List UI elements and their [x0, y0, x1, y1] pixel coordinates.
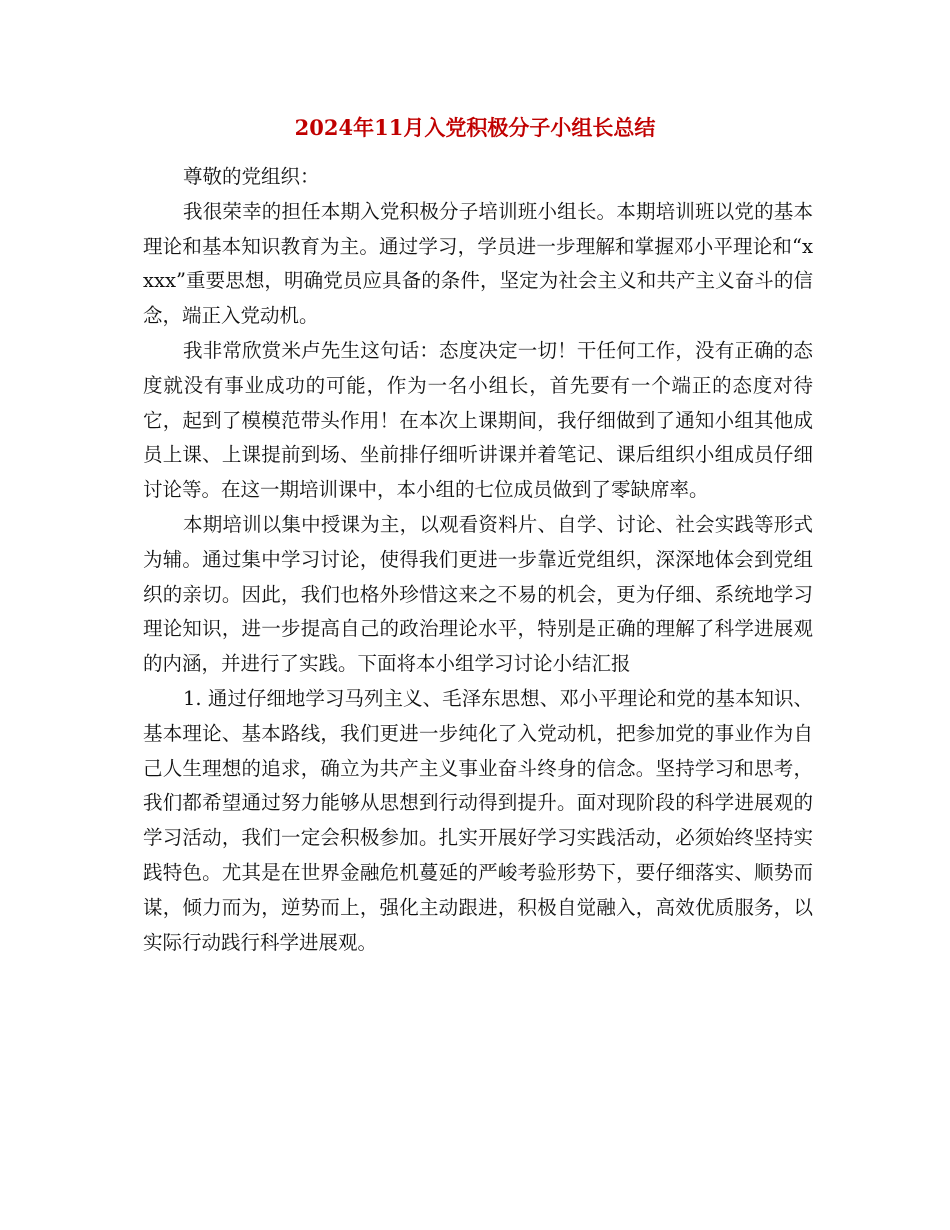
paragraph-appointment: 我很荣幸的担任本期入党积极分子培训班小组长。本期培训班以党的基本理论和基本知识教育为主。通过学习，学员进一步理解和掌握邓小平理论和“xxxx”重要思想，明确党员应具备的条件，坚定为社会主义和共产主义奋斗的信念，端正入党动机。 [143, 199, 813, 328]
salutation: 尊敬的党组织： [183, 165, 320, 188]
paragraph-attitude: 我非常欣赏米卢先生这句话：态度决定一切！干任何工作，没有正确的态度就没有事业成功的可能，作为一名小组长，首先要有一个端正的态度对待它，起到了模模范带头作用！在本次上课期间，我仔细做到了通知小组其他成员上课、上课提前到场、坐前排仔细听讲课并着笔记、课后组织小组成员仔细讨论等。在这一期培训课中，本小组的七位成员做到了零缺席率。 [143, 338, 813, 502]
paragraph-training: 本期培训以集中授课为主，以观看资料片、自学、讨论、社会实践等形式为辅。通过集中学习讨论，使得我们更进一步靠近党组织，深深地体会到党组织的亲切。因此，我们也格外珍惜这来之不易的机会，更为仔细、系统地学习理论知识，进一步提高自己的政治理论水平，特别是正确的理解了科学进展观的内涵，并进行了实践。下面将本小组学习讨论小结汇报 [143, 512, 813, 676]
document-body [143, 160, 813, 960]
paragraph-point-1: 1. 通过仔细地学习马列主义、毛泽东思想、邓小平理论和党的基本知识、基本理论、基本路线，我们更进一步纯化了入党动机，把参加党的事业作为自己人生理想的追求，确立为共产主义事业奋斗终身的信念。坚持学习和思考，我们都希望通过努力能够从思想到行动得到提升。面对现阶段的科学进展观的学习活动，我们一定会积极参加。扎实开展好学习实践活动，必须始终坚持实践特色。尤其是在世界金融危机蔓延的严峻考验形势下，要仔细落实、顺势而谋，倾力而为，逆势而上，强化主动跟进，积极自觉融入，高效优质服务，以实际行动践行科学进展观。 [143, 686, 813, 954]
document-title: 2024年11月入党积极分子小组长总结 [294, 115, 656, 140]
